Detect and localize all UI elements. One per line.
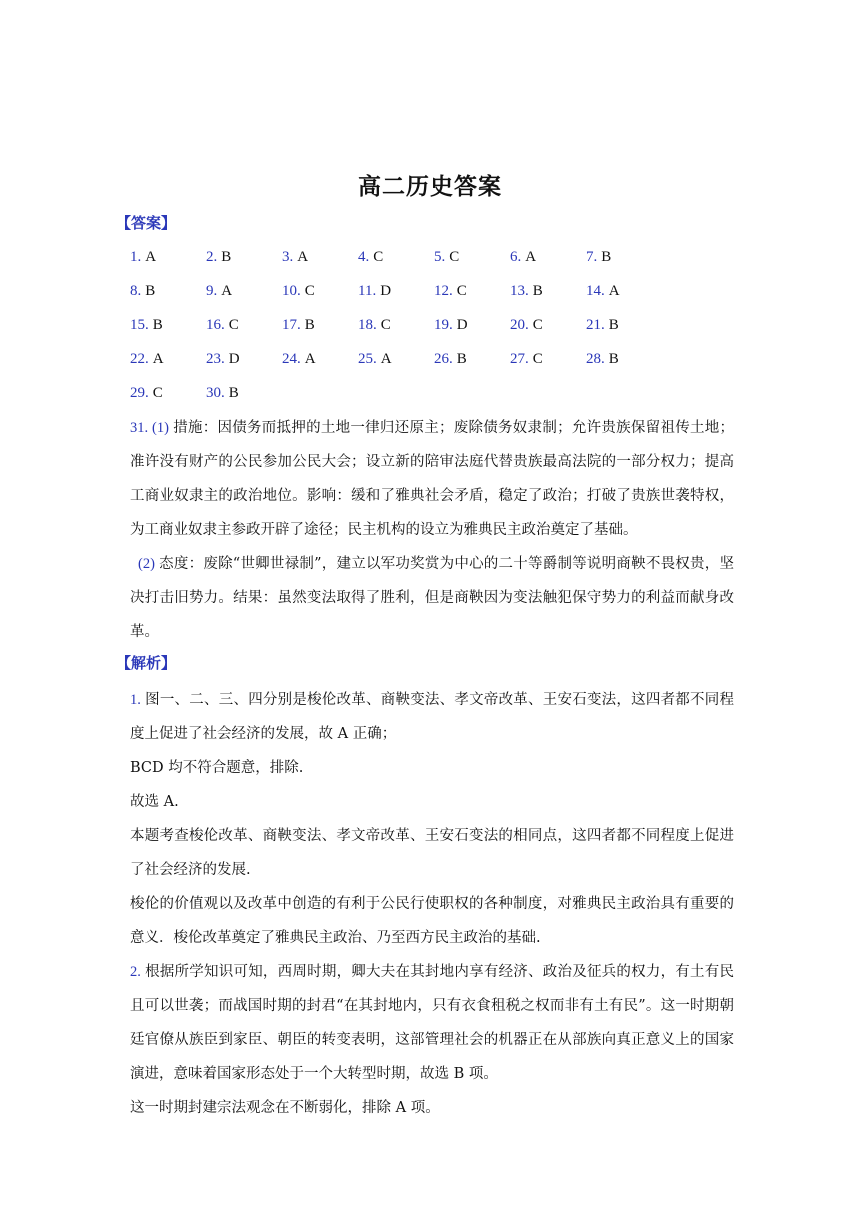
analysis-q2-number: 2. bbox=[130, 964, 141, 980]
answer-letter: A bbox=[304, 351, 316, 367]
answer-item bbox=[130, 380, 163, 405]
answer-item bbox=[130, 312, 163, 337]
answer-row bbox=[130, 346, 750, 380]
answer-item bbox=[130, 346, 164, 371]
document-title: 高二历史答案 bbox=[358, 173, 502, 200]
answer-letter: C bbox=[228, 317, 239, 333]
analysis-q2-line2: 这一时期封建宗法观念在不断弱化，排除 A 项。 bbox=[130, 1100, 440, 1116]
analysis-heading: 【解析】 bbox=[116, 654, 177, 672]
answer-letter: A bbox=[380, 351, 392, 367]
analysis-q1-number: 1. bbox=[130, 692, 141, 708]
analysis-q1-line5: 梭伦的价值观以及改革中创造的有利于公民行使职权的各种制度，对雅典民主政治具有重要的意义．梭伦改革奠定了雅典民主政治、乃至西方民主政治的基础. bbox=[130, 896, 734, 946]
answer-item bbox=[510, 244, 536, 269]
answer-letter: D bbox=[456, 317, 468, 333]
q31-part2 bbox=[130, 547, 734, 649]
answer-row bbox=[130, 380, 750, 414]
answer-letter: B bbox=[456, 351, 467, 367]
answer-letter: A bbox=[221, 283, 233, 299]
q31-part2-number: (2) bbox=[138, 556, 155, 572]
answer-letter: C bbox=[304, 283, 315, 299]
answer-number: 17. bbox=[282, 317, 301, 333]
answer-number: 14. bbox=[586, 283, 605, 299]
answer-item bbox=[282, 346, 316, 371]
answer-number: 5. bbox=[434, 249, 446, 265]
answer-number: 2. bbox=[206, 249, 218, 265]
answer-letter: C bbox=[456, 283, 467, 299]
answer-letter: A bbox=[297, 249, 309, 265]
answer-number: 20. bbox=[510, 317, 529, 333]
answer-item bbox=[282, 312, 315, 337]
answer-item bbox=[282, 244, 308, 269]
answer-number: 8. bbox=[130, 283, 142, 299]
answer-number: 21. bbox=[586, 317, 605, 333]
answer-letter: C bbox=[152, 385, 163, 401]
answer-number: 7. bbox=[586, 249, 598, 265]
analysis-q1-line1: 图一、二、三、四分别是梭伦改革、商鞅变法、孝文帝改革、王安石变法，这四者都不同程度上促进了社会经济的发展，故 A 正确； bbox=[130, 692, 734, 742]
answer-letter: B bbox=[601, 249, 612, 265]
analysis-q2-line1: 根据所学知识可知，西周时期，卿大夫在其封地内享有经济、政治及征兵的权力，有土有民且可以世袭；而战国时期的封君“在其封地内，只有衣食租税之权而非有土有民”。这一时期朝廷官僚从族臣到家臣、朝臣的转变表明，这部管理社会的机器正在从部族向真正意义上的国家演进，意味着国家形态处于一个大转型时期，故选 B 项。 bbox=[130, 964, 734, 1082]
answer-item bbox=[282, 278, 315, 303]
answer-number: 29. bbox=[130, 385, 149, 401]
answer-number: 24. bbox=[282, 351, 301, 367]
analysis-q2-p1 bbox=[130, 955, 734, 1091]
analysis-q1-line2: BCD 均不符合题意，排除. bbox=[130, 760, 304, 776]
answer-letter: D bbox=[228, 351, 240, 367]
answer-item bbox=[586, 244, 611, 269]
answer-letter: C bbox=[449, 249, 460, 265]
answer-row bbox=[130, 278, 750, 312]
answer-number: 6. bbox=[510, 249, 522, 265]
answer-item bbox=[586, 346, 619, 371]
answer-letter: A bbox=[608, 283, 620, 299]
answer-item bbox=[586, 278, 620, 303]
answer-letter: B bbox=[608, 317, 619, 333]
answer-letter: C bbox=[532, 351, 543, 367]
answer-number: 30. bbox=[206, 385, 225, 401]
answer-item bbox=[206, 380, 239, 405]
answer-number: 1. bbox=[130, 249, 142, 265]
answer-letter: B bbox=[304, 317, 315, 333]
answer-number: 12. bbox=[434, 283, 453, 299]
answer-item bbox=[358, 244, 383, 269]
answer-item bbox=[510, 346, 543, 371]
answer-letter: B bbox=[608, 351, 619, 367]
answer-item bbox=[206, 244, 231, 269]
answer-item bbox=[434, 312, 468, 337]
answer-row bbox=[130, 244, 750, 278]
answer-letter: B bbox=[152, 317, 163, 333]
answer-item bbox=[130, 278, 155, 303]
answer-letter: A bbox=[525, 249, 537, 265]
analysis-q1-line4: 本题考查梭伦改革、商鞅变法、孝文帝改革、王安石变法的相同点，这四者都不同程度上促进了社会经济的发展. bbox=[130, 828, 734, 878]
answer-item bbox=[586, 312, 619, 337]
answer-item bbox=[510, 312, 543, 337]
answer-item bbox=[434, 244, 459, 269]
analysis-q1-p1 bbox=[130, 683, 734, 751]
answer-grid bbox=[130, 244, 750, 414]
answer-letter: B bbox=[532, 283, 543, 299]
answer-item bbox=[206, 312, 239, 337]
answer-number: 18. bbox=[358, 317, 377, 333]
answer-letter: A bbox=[152, 351, 164, 367]
answer-letter: C bbox=[380, 317, 391, 333]
answer-item bbox=[434, 278, 467, 303]
answer-number: 23. bbox=[206, 351, 225, 367]
answer-letter: D bbox=[380, 283, 392, 299]
answer-row bbox=[130, 312, 750, 346]
answer-letter: B bbox=[145, 283, 156, 299]
answer-heading: 【答案】 bbox=[116, 214, 177, 232]
q31-part1 bbox=[130, 411, 734, 547]
answer-letter: C bbox=[373, 249, 384, 265]
answer-number: 22. bbox=[130, 351, 149, 367]
answer-item bbox=[358, 312, 391, 337]
answer-number: 16. bbox=[206, 317, 225, 333]
answer-item bbox=[510, 278, 543, 303]
answer-number: 3. bbox=[282, 249, 294, 265]
answer-number: 28. bbox=[586, 351, 605, 367]
answer-letter: C bbox=[532, 317, 543, 333]
answer-item bbox=[206, 278, 232, 303]
analysis-q1-line3: 故选 A. bbox=[130, 794, 179, 810]
answer-number: 27. bbox=[510, 351, 529, 367]
q31-part2-text: 态度：废除“世卿世禄制”，建立以军功奖赏为中心的二十等爵制等说明商鞅不畏权贵，坚决打击旧势力。结果：虽然变法取得了胜利，但是商鞅因为变法触犯保守势力的利益而献身改革。 bbox=[130, 556, 734, 640]
answer-number: 9. bbox=[206, 283, 218, 299]
answer-item bbox=[130, 244, 156, 269]
answer-letter: B bbox=[221, 249, 232, 265]
q31-part1-number: 31. (1) bbox=[130, 420, 169, 436]
answer-number: 10. bbox=[282, 283, 301, 299]
answer-number: 25. bbox=[358, 351, 377, 367]
answer-item bbox=[358, 278, 391, 303]
answer-item bbox=[358, 346, 392, 371]
answer-number: 13. bbox=[510, 283, 529, 299]
answer-number: 26. bbox=[434, 351, 453, 367]
answer-number: 4. bbox=[358, 249, 370, 265]
q31-part1-text: 措施：因债务而抵押的土地一律归还原主；废除债务奴隶制；允许贵族保留祖传土地；准许没有财产的公民参加公民大会；设立新的陪审法庭代替贵族最高法院的一部分权力；提高工商业奴隶主的政治地位。影响：缓和了雅典社会矛盾，稳定了政治；打破了贵族世袭特权，为工商业奴隶主参政开辟了途径；民主机构的设立为雅典民主政治奠定了基础。 bbox=[130, 420, 734, 538]
answer-item bbox=[434, 346, 467, 371]
answer-letter: A bbox=[145, 249, 157, 265]
answer-number: 15. bbox=[130, 317, 149, 333]
answer-number: 11. bbox=[358, 283, 377, 299]
answer-number: 19. bbox=[434, 317, 453, 333]
answer-letter: B bbox=[228, 385, 239, 401]
answer-item bbox=[206, 346, 240, 371]
